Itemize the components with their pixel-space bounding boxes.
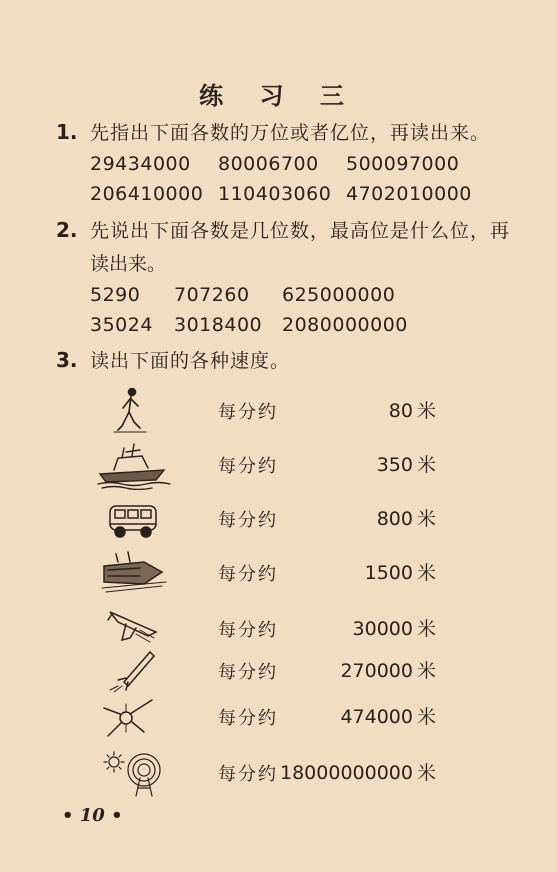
exercise-instruction: 读出下面的各种速度。 bbox=[90, 350, 291, 372]
speed-row-radio-wave bbox=[96, 748, 436, 798]
number-item: 2080000000 bbox=[282, 314, 408, 336]
speed-value: 350 米 bbox=[376, 454, 436, 476]
number-item: 5290 bbox=[90, 284, 141, 306]
number-item: 4702010000 bbox=[346, 183, 472, 205]
rocket-icon bbox=[96, 646, 172, 696]
speed-row-walking bbox=[96, 386, 436, 436]
number-item: 707260 bbox=[174, 284, 250, 306]
speed-row-satellite bbox=[96, 692, 436, 742]
speed-row-rocket bbox=[96, 646, 436, 696]
train-icon bbox=[96, 548, 172, 598]
speed-value: 80 米 bbox=[388, 400, 436, 422]
speed-row-car bbox=[96, 494, 436, 544]
exercise-instruction: 先说出下面各数是几位数，最高位是什么位，再 bbox=[90, 220, 511, 242]
speed-label: 每分约 bbox=[218, 564, 278, 585]
exercise-3 bbox=[56, 346, 290, 373]
speed-value: 1500 米 bbox=[364, 562, 436, 584]
number-item: 3018400 bbox=[174, 314, 263, 336]
number-row bbox=[90, 183, 490, 205]
number-row bbox=[90, 314, 510, 336]
speed-label: 每分约 bbox=[218, 456, 278, 477]
number-item: 35024 bbox=[90, 314, 153, 336]
speed-value: 474000 米 bbox=[340, 706, 436, 728]
number-item: 625000000 bbox=[282, 284, 396, 306]
satellite-icon bbox=[96, 692, 172, 742]
exercise-instruction: 先指出下面各数的万位或者亿位，再读出来。 bbox=[90, 122, 491, 144]
number-row bbox=[90, 284, 510, 306]
walking-person-icon bbox=[96, 386, 172, 436]
car-icon bbox=[96, 494, 172, 544]
speed-value: 18000000000 米 bbox=[280, 762, 436, 784]
page-number: • 10 • bbox=[62, 805, 123, 826]
ship-icon bbox=[96, 440, 172, 490]
exercise-2 bbox=[56, 216, 510, 336]
speed-label: 每分约 bbox=[218, 402, 278, 423]
number-row bbox=[90, 153, 490, 175]
speed-row-ship bbox=[96, 440, 436, 490]
exercise-number: 3. bbox=[56, 348, 78, 372]
number-item: 29434000 bbox=[90, 153, 191, 175]
speed-label: 每分约 bbox=[218, 620, 278, 641]
page-title: 练 习 三 bbox=[199, 82, 358, 110]
number-item: 500097000 bbox=[346, 153, 460, 175]
exercise-number: 1. bbox=[56, 120, 78, 144]
exercise-number: 2. bbox=[56, 218, 78, 242]
exercise-1 bbox=[56, 118, 490, 205]
speed-row-train bbox=[96, 548, 436, 598]
speed-value: 800 米 bbox=[376, 508, 436, 530]
number-item: 206410000 bbox=[90, 183, 204, 205]
speed-label: 每分约 bbox=[218, 708, 278, 729]
number-item: 80006700 bbox=[218, 153, 319, 175]
speed-label: 每分约 bbox=[218, 510, 278, 531]
exercise-instruction-continued: 读出来。 bbox=[90, 253, 167, 275]
speed-value: 270000 米 bbox=[340, 660, 436, 682]
number-item: 110403060 bbox=[218, 183, 332, 205]
speed-value: 30000 米 bbox=[352, 618, 436, 640]
radio-wave-icon bbox=[96, 748, 172, 798]
speed-label: 每分约 bbox=[218, 764, 278, 785]
speed-label: 每分约 bbox=[218, 662, 278, 683]
